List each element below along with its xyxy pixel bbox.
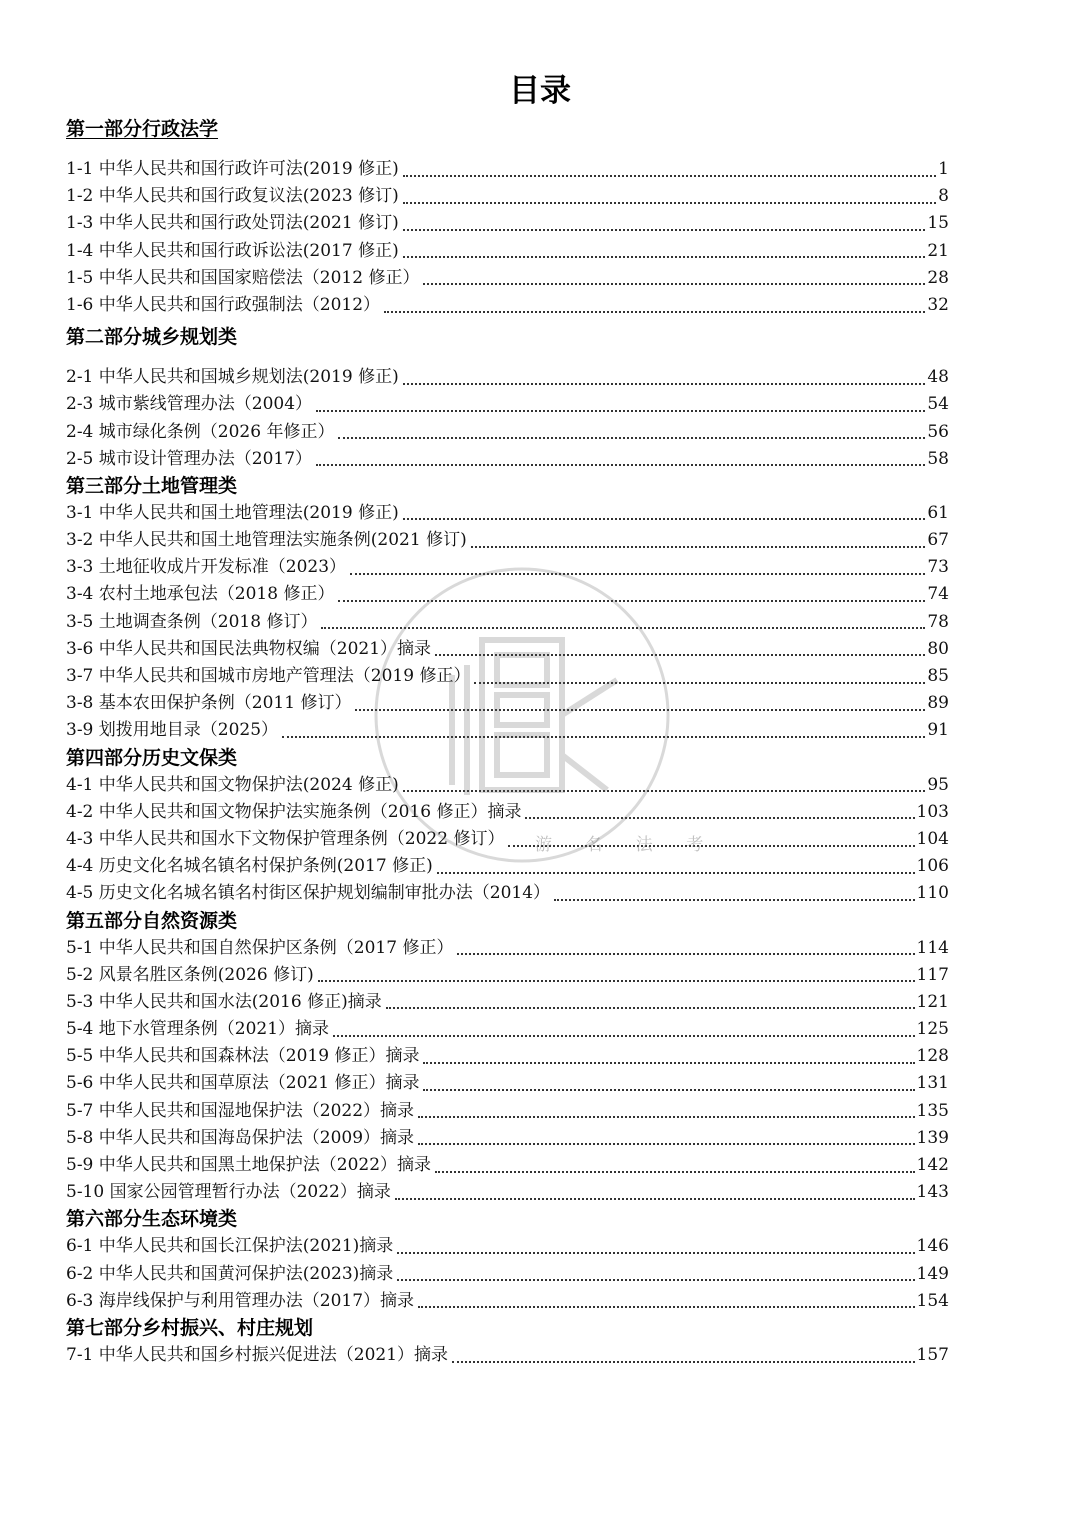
toc-entry-page-number: 95 [927, 774, 949, 795]
toc-entry-title: 5-6 中华人民共和国草原法（2021 修正）摘录 [66, 1073, 420, 1094]
toc-entry[interactable] [66, 527, 949, 554]
dot-leader [423, 1062, 914, 1064]
toc-entry[interactable] [66, 156, 949, 183]
toc-entry-title: 3-7 中华人民共和国城市房地产管理法（2019 修正） [66, 666, 471, 686]
toc-entry-title: 2-5 城市设计管理办法（2017） [66, 448, 313, 469]
toc-entry-title: 2-1 中华人民共和国城乡规划法(2019 修正) [66, 367, 399, 388]
toc-entry[interactable] [66, 772, 949, 799]
toc-entry[interactable] [66, 880, 949, 907]
toc-entry-page-number: 15 [927, 213, 949, 234]
dot-leader [338, 437, 925, 439]
toc-entry-page-number: 149 [916, 1263, 949, 1284]
dot-leader [508, 845, 914, 847]
toc-entry-page-number: 85 [927, 666, 949, 686]
toc-entry[interactable] [66, 1125, 949, 1152]
toc-entry[interactable] [66, 238, 949, 265]
toc-entry[interactable] [66, 1098, 949, 1125]
toc-entry-title: 1-3 中华人民共和国行政处罚法(2021 修订) [66, 213, 399, 234]
toc-entry[interactable] [66, 935, 949, 962]
toc-entry-title: 5-5 中华人民共和国森林法（2019 修正）摘录 [66, 1046, 420, 1067]
dot-leader [397, 1252, 914, 1254]
toc-entry[interactable] [66, 609, 949, 636]
toc-entry-title: 1-4 中华人民共和国行政诉讼法(2017 修正) [66, 240, 399, 261]
toc-entry-page-number: 131 [916, 1073, 949, 1094]
toc-entry-title: 5-8 中华人民共和国海岛保护法（2009）摘录 [66, 1127, 415, 1148]
toc-entry[interactable] [66, 1152, 949, 1179]
dot-leader [423, 1089, 914, 1091]
toc-entry-title: 3-8 基本农田保护条例（2011 修订） [66, 693, 352, 714]
toc-entry-page-number: 56 [927, 421, 949, 442]
dot-leader [318, 980, 915, 982]
dot-leader [525, 817, 914, 819]
toc-entry[interactable] [66, 210, 949, 237]
toc-entry-title: 3-1 中华人民共和国土地管理法(2019 修正) [66, 502, 399, 523]
dot-leader [338, 600, 925, 602]
toc-entry-page-number: 1 [938, 159, 949, 179]
toc-entry-page-number: 146 [916, 1236, 949, 1257]
toc-entry[interactable] [66, 717, 949, 744]
dot-leader [403, 790, 926, 792]
toc-entry-title: 6-1 中华人民共和国长江保护法(2021)摘录 [66, 1236, 394, 1257]
toc-entry-title: 3-5 土地调查条例（2018 修订） [66, 611, 318, 632]
toc-entry-title: 4-1 中华人民共和国文物保护法(2024 修正) [66, 774, 399, 795]
toc-entry[interactable] [66, 636, 949, 663]
toc-entry-title: 3-9 划拨用地目录（2025） [66, 720, 279, 741]
toc-entry[interactable] [66, 581, 949, 608]
toc-entry-page-number: 48 [927, 367, 949, 388]
dot-leader [474, 682, 925, 684]
toc-entry-title: 6-2 中华人民共和国黄河保护法(2023)摘录 [66, 1263, 394, 1284]
toc-entry-title: 6-3 海岸线保护与利用管理办法（2017）摘录 [66, 1290, 415, 1311]
toc-entry-title: 1-2 中华人民共和国行政复议法(2023 修订) [66, 186, 399, 207]
toc-entry[interactable] [66, 364, 949, 391]
toc-entry[interactable] [66, 962, 949, 989]
toc-entry-page-number: 110 [916, 883, 949, 904]
toc-entry-page-number: 80 [927, 638, 949, 659]
toc-entry[interactable] [66, 690, 949, 717]
toc-entry-title: 7-1 中华人民共和国乡村振兴促进法（2021）摘录 [66, 1344, 449, 1365]
dot-leader [321, 627, 925, 629]
toc-entry-page-number: 128 [916, 1046, 949, 1067]
dot-leader [403, 518, 926, 520]
dot-leader [437, 872, 915, 874]
toc-entry[interactable] [66, 500, 949, 527]
toc-entry-title: 4-2 中华人民共和国文物保护法实施条例（2016 修正）摘录 [66, 801, 522, 822]
toc-entry[interactable] [66, 446, 949, 473]
toc-entry-page-number: 32 [927, 294, 949, 315]
toc-entry[interactable] [66, 183, 949, 210]
toc-entry[interactable] [66, 989, 949, 1016]
toc-entry-title: 2-3 城市紫线管理办法（2004） [66, 394, 313, 415]
dot-leader [316, 464, 925, 466]
toc-entry-title: 5-9 中华人民共和国黑土地保护法（2022）摘录 [66, 1155, 432, 1175]
toc-entry-title: 4-4 历史文化名城名镇名村保护条例(2017 修正) [66, 856, 433, 877]
toc-entry[interactable] [66, 419, 949, 446]
dot-leader [386, 1007, 915, 1009]
dot-leader [395, 1198, 915, 1200]
toc-entry-page-number: 103 [916, 801, 949, 822]
part-heading: 第四部分历史文保类 [66, 746, 238, 769]
dot-leader [333, 1035, 915, 1037]
part-heading: 第七部分乡村振兴、村庄规划 [66, 1316, 314, 1339]
toc-entry-page-number: 73 [927, 557, 949, 578]
toc-entry[interactable] [66, 554, 949, 581]
toc-entry-page-number: 121 [916, 991, 949, 1012]
toc-entry-page-number: 114 [916, 937, 949, 958]
watermark-text: 游 名 法 考 [535, 835, 718, 855]
dot-leader [282, 736, 925, 738]
toc-entry[interactable] [66, 1342, 949, 1369]
toc-entry-page-number: 143 [916, 1182, 949, 1203]
toc-entry-title: 5-2 风景名胜区条例(2026 修订) [66, 964, 314, 985]
table-of-contents [66, 116, 949, 1369]
dot-leader [355, 709, 925, 711]
dot-leader [403, 175, 936, 177]
toc-entry-title: 1-6 中华人民共和国行政强制法（2012） [66, 294, 381, 315]
dot-leader [457, 953, 914, 955]
toc-entry-page-number: 28 [927, 267, 949, 288]
dot-leader [403, 229, 926, 231]
toc-entry[interactable] [66, 1233, 949, 1260]
toc-entry-page-number: 89 [927, 693, 949, 714]
toc-entry-page-number: 8 [938, 186, 949, 207]
dot-leader [471, 546, 926, 548]
toc-entry[interactable] [66, 1070, 949, 1097]
dot-leader [316, 410, 925, 412]
toc-entry-page-number: 104 [916, 828, 949, 849]
toc-entry-page-number: 135 [916, 1100, 949, 1121]
toc-entry-title: 4-3 中华人民共和国水下文物保护管理条例（2022 修订） [66, 828, 505, 849]
part-heading: 第三部分土地管理类 [66, 474, 238, 497]
dot-leader [435, 654, 925, 656]
toc-entry-title: 3-6 中华人民共和国民法典物权编（2021）摘录 [66, 638, 432, 659]
dot-leader [403, 202, 936, 204]
toc-entry-title: 2-4 城市绿化条例（2026 年修正） [66, 421, 335, 442]
dot-leader [423, 283, 925, 285]
toc-entry-title: 4-5 历史文化名城名镇名村街区保护规划编制审批办法（2014） [66, 883, 551, 904]
toc-entry-title: 3-3 土地征收成片开发标准（2023） [66, 557, 347, 578]
dot-leader [397, 1279, 914, 1281]
dot-leader [403, 383, 926, 385]
toc-entry-title: 1-1 中华人民共和国行政许可法(2019 修正) [66, 159, 399, 179]
toc-entry[interactable] [66, 1043, 949, 1070]
toc-entry-page-number: 61 [927, 502, 949, 523]
toc-entry-title: 5-3 中华人民共和国水法(2016 修正)摘录 [66, 991, 382, 1012]
toc-entry-title: 1-5 中华人民共和国国家赔偿法（2012 修正） [66, 267, 420, 288]
part-heading: 第一部分行政法学 [66, 118, 219, 140]
toc-entry-title: 5-1 中华人民共和国自然保护区条例（2017 修正） [66, 937, 454, 958]
dot-leader [435, 1171, 915, 1173]
dot-leader [418, 1143, 915, 1145]
toc-entry[interactable] [66, 1179, 949, 1206]
toc-entry-page-number: 157 [916, 1344, 949, 1365]
toc-entry-page-number: 67 [927, 530, 949, 551]
dot-leader [418, 1116, 915, 1118]
toc-entry-title: 5-4 地下水管理条例（2021）摘录 [66, 1019, 330, 1040]
toc-entry-page-number: 74 [927, 584, 949, 605]
toc-entry-title: 5-7 中华人民共和国湿地保护法（2022）摘录 [66, 1100, 415, 1121]
toc-entry-page-number: 125 [916, 1019, 949, 1040]
toc-entry[interactable] [66, 826, 949, 853]
toc-entry-page-number: 117 [916, 964, 949, 985]
toc-entry[interactable] [66, 292, 949, 319]
toc-entry[interactable] [66, 1261, 949, 1288]
page-title: 目录 [509, 73, 571, 109]
toc-entry-page-number: 106 [916, 856, 949, 877]
toc-entry[interactable] [66, 853, 949, 880]
toc-entry[interactable] [66, 391, 949, 418]
toc-entry-title: 3-4 农村土地承包法（2018 修正） [66, 584, 335, 605]
dot-leader [403, 256, 926, 258]
toc-entry-title: 3-2 中华人民共和国土地管理法实施条例(2021 修订) [66, 530, 467, 551]
toc-entry[interactable] [66, 265, 949, 292]
dot-leader [384, 311, 925, 313]
toc-entry-page-number: 142 [916, 1155, 949, 1175]
toc-entry[interactable] [66, 799, 949, 826]
toc-entry-title: 5-10 国家公园管理暂行办法（2022）摘录 [66, 1182, 391, 1203]
part-heading: 第五部分自然资源类 [66, 909, 238, 932]
toc-entry-page-number: 91 [927, 720, 949, 741]
dot-leader [554, 899, 915, 901]
toc-entry[interactable] [66, 1016, 949, 1043]
toc-entry-page-number: 58 [927, 448, 949, 469]
toc-entry-page-number: 54 [927, 394, 949, 415]
toc-entry[interactable] [66, 1288, 949, 1315]
dot-leader [452, 1361, 915, 1363]
toc-entry-page-number: 139 [916, 1127, 949, 1148]
toc-entry-page-number: 21 [927, 240, 949, 261]
part-heading: 第六部分生态环境类 [66, 1208, 238, 1231]
dot-leader [350, 573, 925, 575]
toc-entry-page-number: 154 [916, 1290, 949, 1311]
toc-entry[interactable] [66, 663, 949, 690]
part-heading: 第二部分城乡规划类 [66, 326, 238, 349]
dot-leader [418, 1306, 915, 1308]
toc-entry-page-number: 78 [927, 611, 949, 632]
